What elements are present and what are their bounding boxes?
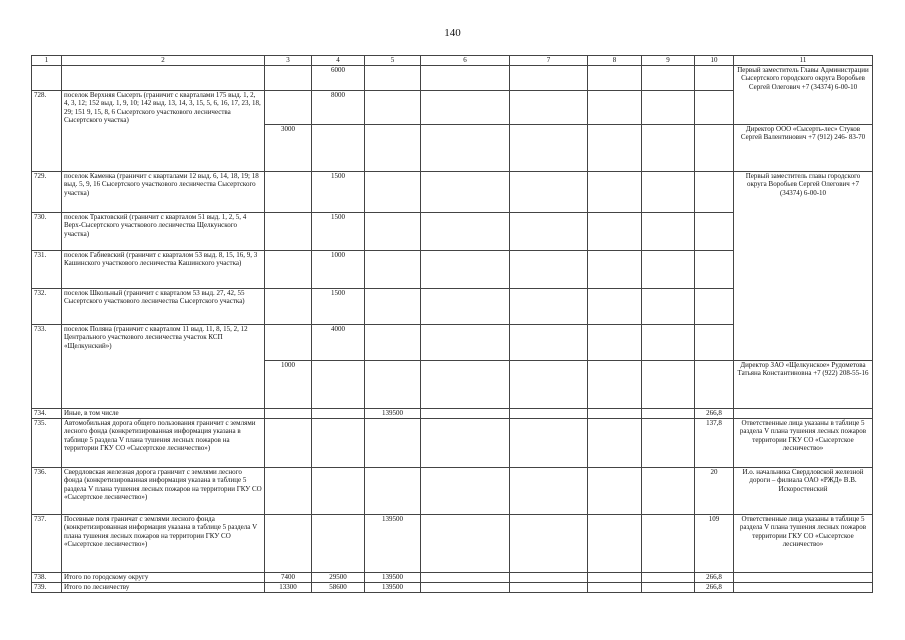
table-row <box>32 515 873 573</box>
col-header: 9 <box>642 56 695 66</box>
table-row <box>32 573 873 583</box>
table-row <box>32 468 873 515</box>
cell-col4: 29500 <box>312 573 365 583</box>
contact-cell: И.о. начальника Свердловской железной дороги – филиала ОАО «РЖД» В.В. Искоростенский <box>734 468 873 515</box>
cell-col5: 139500 <box>365 573 421 583</box>
col-header: 3 <box>265 56 312 66</box>
page-number: 140 <box>444 27 461 39</box>
cell-col4: 6000 <box>312 66 365 91</box>
row-description: поселок Поляна (граничит с кварталом 11 выд. 11, 8, 15, 2, 12 Центрального участкового лесничества участок КСП «Щелкунский») <box>62 325 265 409</box>
cell-col10: 266,8 <box>695 583 734 593</box>
row-number: 731. <box>32 251 62 289</box>
table-row <box>32 172 873 213</box>
row-description: поселок Верхняя Сысерть (граничит с кварталами 175 выд. 1, 2, 4, 3, 12; 152 выд. 1, 9, 10; 142 выд. 13, 14, 3, 15, 5, 6, 16, 17, 23, 18, 29; 151 9, 15, 8, 6 Сысертского участкового лесничества Сысертского участка) <box>62 91 265 172</box>
contact-cell: Директор ЗАО «Щелкунское» Рудометова Татьяна Константиновна +7 (922) 208-55-16 <box>734 361 873 409</box>
cell-col10: 20 <box>695 468 734 515</box>
table-row <box>32 583 873 593</box>
row-number: 730. <box>32 213 62 251</box>
row-number: 728. <box>32 91 62 172</box>
row-description: Итого по городскому округу <box>62 573 265 583</box>
row-number: 729. <box>32 172 62 213</box>
row-number: 737. <box>32 515 62 573</box>
forest-fire-table <box>31 55 873 593</box>
cell-col5: 139500 <box>365 409 421 419</box>
row-number: 739. <box>32 583 62 593</box>
row-number: 738. <box>32 573 62 583</box>
contact-cell: Первый заместитель Главы Администрации Сысертского городского округа Воробьев Сергей Олегович +7 (34374) 6-00-10 <box>734 66 873 125</box>
row-number: 732. <box>32 289 62 325</box>
col-header: 1 <box>32 56 62 66</box>
row-number: 733. <box>32 325 62 409</box>
header-row <box>32 56 873 66</box>
row-number: 734. <box>32 409 62 419</box>
cell-col4: 58600 <box>312 583 365 593</box>
cell-col10: 137,8 <box>695 419 734 468</box>
row-number: 736. <box>32 468 62 515</box>
table-row <box>32 409 873 419</box>
contact-cell: Ответственные лица указаны в таблице 5 раздела V плана тушения лесных пожаров территории ГКУ СО «Сысертское лесничество» <box>734 419 873 468</box>
col-header: 4 <box>312 56 365 66</box>
col-header: 10 <box>695 56 734 66</box>
cell-col4: 1500 <box>312 213 365 251</box>
row-description: Посевные поля граничат с землями лесного фонда (конкретизированная информация указана в таблице 5 раздела V плана тушения лесных пожаров на территории ГКУ СО «Сысертское лесничество») <box>62 515 265 573</box>
cell-col3: 13300 <box>265 583 312 593</box>
row-description: Автомобильная дорога общего пользования граничит с землями лесного фонда (конкретизированная информация указана в таблице 5 раздела V плана тушения лесных пожаров на территории ГКУ СО «Сысертское лесничество») <box>62 419 265 468</box>
row-number: 735. <box>32 419 62 468</box>
table-row <box>32 66 873 91</box>
cell-col4: 8000 <box>312 91 365 125</box>
cell-col3: 7400 <box>265 573 312 583</box>
row-description: поселок Габиевский (граничит с кварталом 53 выд. 8, 15, 16, 9, 3 Кашинского участкового лесничества Кашинского участка) <box>62 251 265 289</box>
row-description: Свердловская железная дорога граничит с землями лесного фонда (конкретизированная информация указана в таблице 5 раздела V плана тушения лесных пожаров на территории ГКУ СО «Сысертское лесничество») <box>62 468 265 515</box>
cell-col10: 109 <box>695 515 734 573</box>
cell-col10: 266,8 <box>695 573 734 583</box>
row-description: Иные, в том числе <box>62 409 265 419</box>
row-description: Итого по лесничеству <box>62 583 265 593</box>
contact-cell: Первый заместитель главы городского округа Воробьев Сергей Олегович +7 (34374) 6-00-10 <box>734 172 873 361</box>
cell-col3: 3000 <box>265 125 312 172</box>
col-header: 7 <box>510 56 588 66</box>
col-header: 11 <box>734 56 873 66</box>
row-description: поселок Трактовский (граничит с кварталом 51 выд. 1, 2, 5, 4 Верх-Сысертского участкового лесничества Щелкунского участка) <box>62 213 265 251</box>
row-description: поселок Школьный (граничит с кварталом 53 выд. 27, 42, 55 Сысертского участкового лесничества Сысертского участка) <box>62 289 265 325</box>
contact-cell: Директор ООО «Сысерть-лес» Стуков Сергей Валентинович +7 (912) 246- 83-70 <box>734 125 873 172</box>
cell-col4: 4000 <box>312 325 365 361</box>
cell-col5: 139500 <box>365 583 421 593</box>
row-description: поселок Каменка (граничит с кварталами 12 выд. 6, 14, 18, 19; 18 выд. 5, 9, 16 Сысертского участкового лесничества Сысертского участка) <box>62 172 265 213</box>
col-header: 6 <box>421 56 510 66</box>
cell-col3: 1000 <box>265 361 312 409</box>
cell-col4: 1000 <box>312 251 365 289</box>
contact-cell: Ответственные лица указаны в таблице 5 раздела V плана тушения лесных пожаров территории ГКУ СО «Сысертское лесничество» <box>734 515 873 573</box>
cell-col10: 266,8 <box>695 409 734 419</box>
col-header: 8 <box>588 56 642 66</box>
col-header: 2 <box>62 56 265 66</box>
col-header: 5 <box>365 56 421 66</box>
cell-col4: 1500 <box>312 172 365 213</box>
cell-col5: 139500 <box>365 515 421 573</box>
cell-col4: 1500 <box>312 289 365 325</box>
table-row <box>32 419 873 468</box>
